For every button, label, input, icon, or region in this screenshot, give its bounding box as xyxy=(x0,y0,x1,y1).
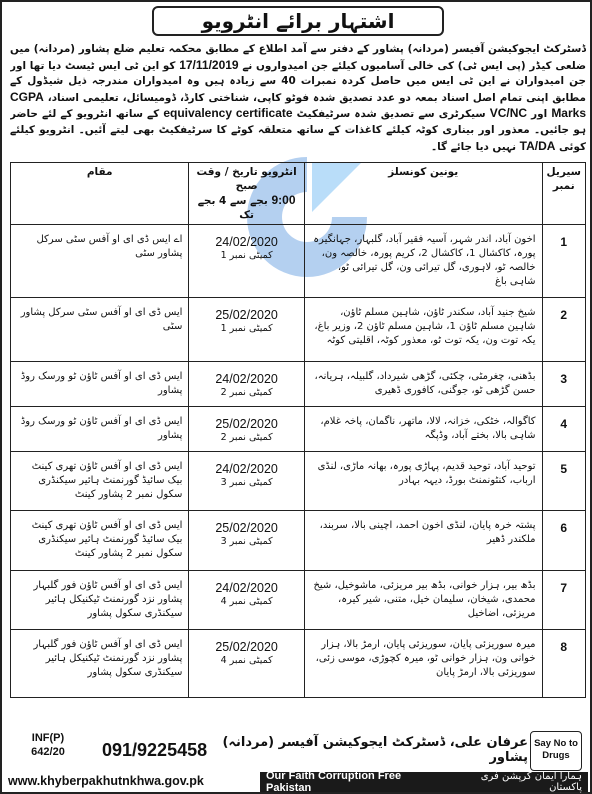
union-council-cell: اخون آباد، اندر شہر، آسیہ فقیر آباد، گلبہار، جہانگیرہ پورہ، کاکشال 1، کاکشال 2، کریم پورہ، خالصہ ون، خالصہ ٹو، لاہوری، گل تیرائی ون، گل تیرائی ٹو، شاہی باغ xyxy=(304,225,542,298)
union-council-cell: میرہ سوریزئی پایان، سوریزئی پایان، ارمڑ بالا، ہزار خوانی ون، ہزار خوانی ٹو، میرہ کچوڑی، موسی زئی، سوریزئی بالا، ارمڑ پایان xyxy=(304,630,542,698)
table-row xyxy=(11,407,586,452)
date-cell xyxy=(189,298,304,362)
interview-date: 24/02/2020 xyxy=(215,372,278,386)
date-cell xyxy=(189,225,304,298)
header-date-time: انٹرویو تاریخ / وقت صبح 9:00 بجے سے 4 بجے تک xyxy=(189,163,304,225)
place-cell: ایس ڈی ای او آفس ٹاؤن تھری کینٹ بیک سائیڈ گورنمنٹ ہائیر سیکنڈری سکول نمبر 2 پشاور کینٹ xyxy=(11,511,189,571)
header-union-councils: یونین کونسلز xyxy=(304,163,542,225)
table-header-row xyxy=(11,163,586,225)
committee-label: کمیٹی نمبر 1 xyxy=(220,323,273,334)
committee-label: کمیٹی نمبر 3 xyxy=(220,536,273,547)
place-cell: ایس ڈی ای او آفس سٹی سرکل پشاور سٹی xyxy=(11,298,189,362)
interview-date: 25/02/2020 xyxy=(215,417,278,431)
committee-label: کمیٹی نمبر 4 xyxy=(220,596,273,607)
intro-paragraph: ڈسٹرکٹ ایجوکیشن آفیسر (مردانہ) پشاور کے دفتر سے آمد اطلاع کے مطابق محکمہ تعلیم ضلع پشاور (مردانہ) میں ضلعی کیڈر (پی ایس ٹی) کی خالی آسامیوں کیلئے جن امیدواروں نے 17/11/2019 کو این ٹی ایس ٹیسٹ دیا تھا اور جن امیدواران نے این ٹی ایس میں حاصل کردہ نمبرات 40 سے زیادہ ہیں وہ امیدواران مندرجہ ذیل شیڈول کے مطابق اپنی تمام اصل اسناد بمعہ دو عدد تصدیق شدہ فوٹو کاپی، شناختی کارڈ، ڈومیسائل، تعلیمی اسناد، CGPA Marks اور VC/NC سیکرٹری سے تصدیق شدہ سرٹیفکیٹ equivalency certificate کے ساتھ انٹرویو کے لئے حاضر ہو جائیں۔ معذور اور بیناری کوٹہ کیلئے کاغذات کے ساتھ متعلقہ کوٹے کا سرٹیفکیٹ بھی لیتے آئیں۔ انٹرویو کیلئے کوئی TA/DA نہیں دیا جائے گا۔ xyxy=(10,43,586,153)
serial-cell: 7 xyxy=(542,571,585,630)
signer-name: عرفان علی، ڈسٹرکٹ ایجوکیشن آفیسر (مردانہ) پشاور xyxy=(222,735,528,765)
signature-block xyxy=(102,734,528,766)
committee-label: کمیٹی نمبر 3 xyxy=(220,477,273,488)
table-row xyxy=(11,225,586,298)
table-row xyxy=(11,452,586,511)
union-council-cell: توحید آباد، توحید قدیم، پہاڑی پورہ، بھانہ ماڑی، لنڈی ارباب، کنٹونمنٹ بورڈ، دیہہ بہادر xyxy=(304,452,542,511)
union-council-cell: بڈھنی، چغرمٹی، چکئی، گڑھی شیرداد، گلبیلہ، ہریانہ، حسن گڑھی ٹو، جوگنی، کافوری ڈھیری xyxy=(304,362,542,407)
table-row xyxy=(11,511,586,571)
interview-date: 25/02/2020 xyxy=(215,521,278,535)
serial-cell: 3 xyxy=(542,362,585,407)
union-council-cell: پشتہ خرہ پایان، لنڈی اخون احمد، اچینی بالا، سربند، ملکندر ڈھیر xyxy=(304,511,542,571)
website-url: www.khyberpakhutnkhwa.gov.pk xyxy=(8,774,204,788)
table-row xyxy=(11,571,586,630)
vcnc-text: VC/NC xyxy=(489,106,528,121)
cgpa-text: CGPA Marks xyxy=(10,89,586,121)
table-row xyxy=(11,298,586,362)
date-cell xyxy=(189,630,304,698)
slogan-bar xyxy=(260,772,588,792)
slogan-urdu: ہمارا ایمان کرپشن فری پاکستان xyxy=(480,771,582,793)
committee-label: کمیٹی نمبر 2 xyxy=(220,432,273,443)
date-cell xyxy=(189,362,304,407)
serial-cell: 2 xyxy=(542,298,585,362)
place-cell: ایس ڈی ای او آفس ٹاؤن ٹو ورسک روڈ پشاور xyxy=(11,362,189,407)
union-council-cell: کاگوالہ، خٹکی، خزانہ، لالا، ماتھر، ناگمان، پاخہ غلام، شاہی بالا، بختے آباد، وڈپگہ xyxy=(304,407,542,452)
page-title: اشتہار برائے انٹرویو xyxy=(152,6,444,36)
serial-cell: 5 xyxy=(542,452,585,511)
serial-cell: 8 xyxy=(542,630,585,698)
date-cell xyxy=(189,452,304,511)
table-row xyxy=(11,630,586,698)
interview-date: 25/02/2020 xyxy=(215,640,278,654)
interview-date: 25/02/2020 xyxy=(215,308,278,322)
equivalency-text: equivalency certificate xyxy=(163,106,293,121)
tada-text: TA/DA xyxy=(519,138,556,153)
place-cell: ایس ڈی ای او آفس ٹاؤن فور گلبہار پشاور نزد گورنمنٹ ٹیکنیکل ہائیر سیکنڈری سکول پشاور xyxy=(11,630,189,698)
union-council-cell: بڈھ بیر، ہزار خوانی، بڈھ بیر مریزئی، ماشوخیل، شیخ محمدی، شیخان، سلیمان خیل، متنی، شیر کیرہ، مریزئی، اضاخیل xyxy=(304,571,542,630)
place-cell: اے ایس ڈی ای او آفس سٹی سرکل پشاور سٹی xyxy=(11,225,189,298)
date-cell xyxy=(189,407,304,452)
date-cell xyxy=(189,511,304,571)
interview-date: 24/02/2020 xyxy=(215,462,278,476)
table-row xyxy=(11,362,586,407)
date-cell xyxy=(189,571,304,630)
union-council-cell: شیخ جنید آباد، سکندر ٹاؤن، شاہین مسلم ٹاؤن، شاہین مسلم ٹاؤن 1، شاہین مسلم ٹاؤن 2، وزیر باغ، یکہ توت ون، یکہ توت ٹو، معذور کوٹہ، اقلیتی کوٹہ xyxy=(304,298,542,362)
inf-code: INF(P) 642/20 xyxy=(31,732,65,758)
interview-date: 24/02/2020 xyxy=(215,235,278,249)
serial-cell: 4 xyxy=(542,407,585,452)
header-serial: سیریل نمبر xyxy=(542,163,585,225)
phone-number: 091/9225458 xyxy=(102,739,208,760)
committee-label: کمیٹی نمبر 1 xyxy=(220,250,273,261)
place-cell: ایس ڈی ای او آفس ٹاؤن تھری کینٹ بیک سائیڈ گورنمنٹ ہائیر سیکنڈری سکول نمبر 2 پشاور کینٹ xyxy=(11,452,189,511)
serial-cell: 1 xyxy=(542,225,585,298)
interview-schedule-table xyxy=(10,162,586,698)
place-cell: ایس ڈی ای او آفس ٹاؤن فور گلبہار پشاور نزد گورنمنٹ ٹیکنیکل ہائیر سیکنڈری سکول پشاور xyxy=(11,571,189,630)
test-date: 17/11/2019 xyxy=(179,57,239,72)
interview-date: 24/02/2020 xyxy=(215,581,278,595)
say-no-to-drugs-badge: Say No to Drugs xyxy=(530,731,582,771)
header-place: مقام xyxy=(11,163,189,225)
place-cell: ایس ڈی ای او آفس ٹاؤن ٹو ورسک روڈ پشاور xyxy=(11,407,189,452)
committee-label: کمیٹی نمبر 4 xyxy=(220,655,273,666)
committee-label: کمیٹی نمبر 2 xyxy=(220,387,273,398)
serial-cell: 6 xyxy=(542,511,585,571)
slogan-english: Our Faith Corruption Free Pakistan xyxy=(266,770,402,794)
